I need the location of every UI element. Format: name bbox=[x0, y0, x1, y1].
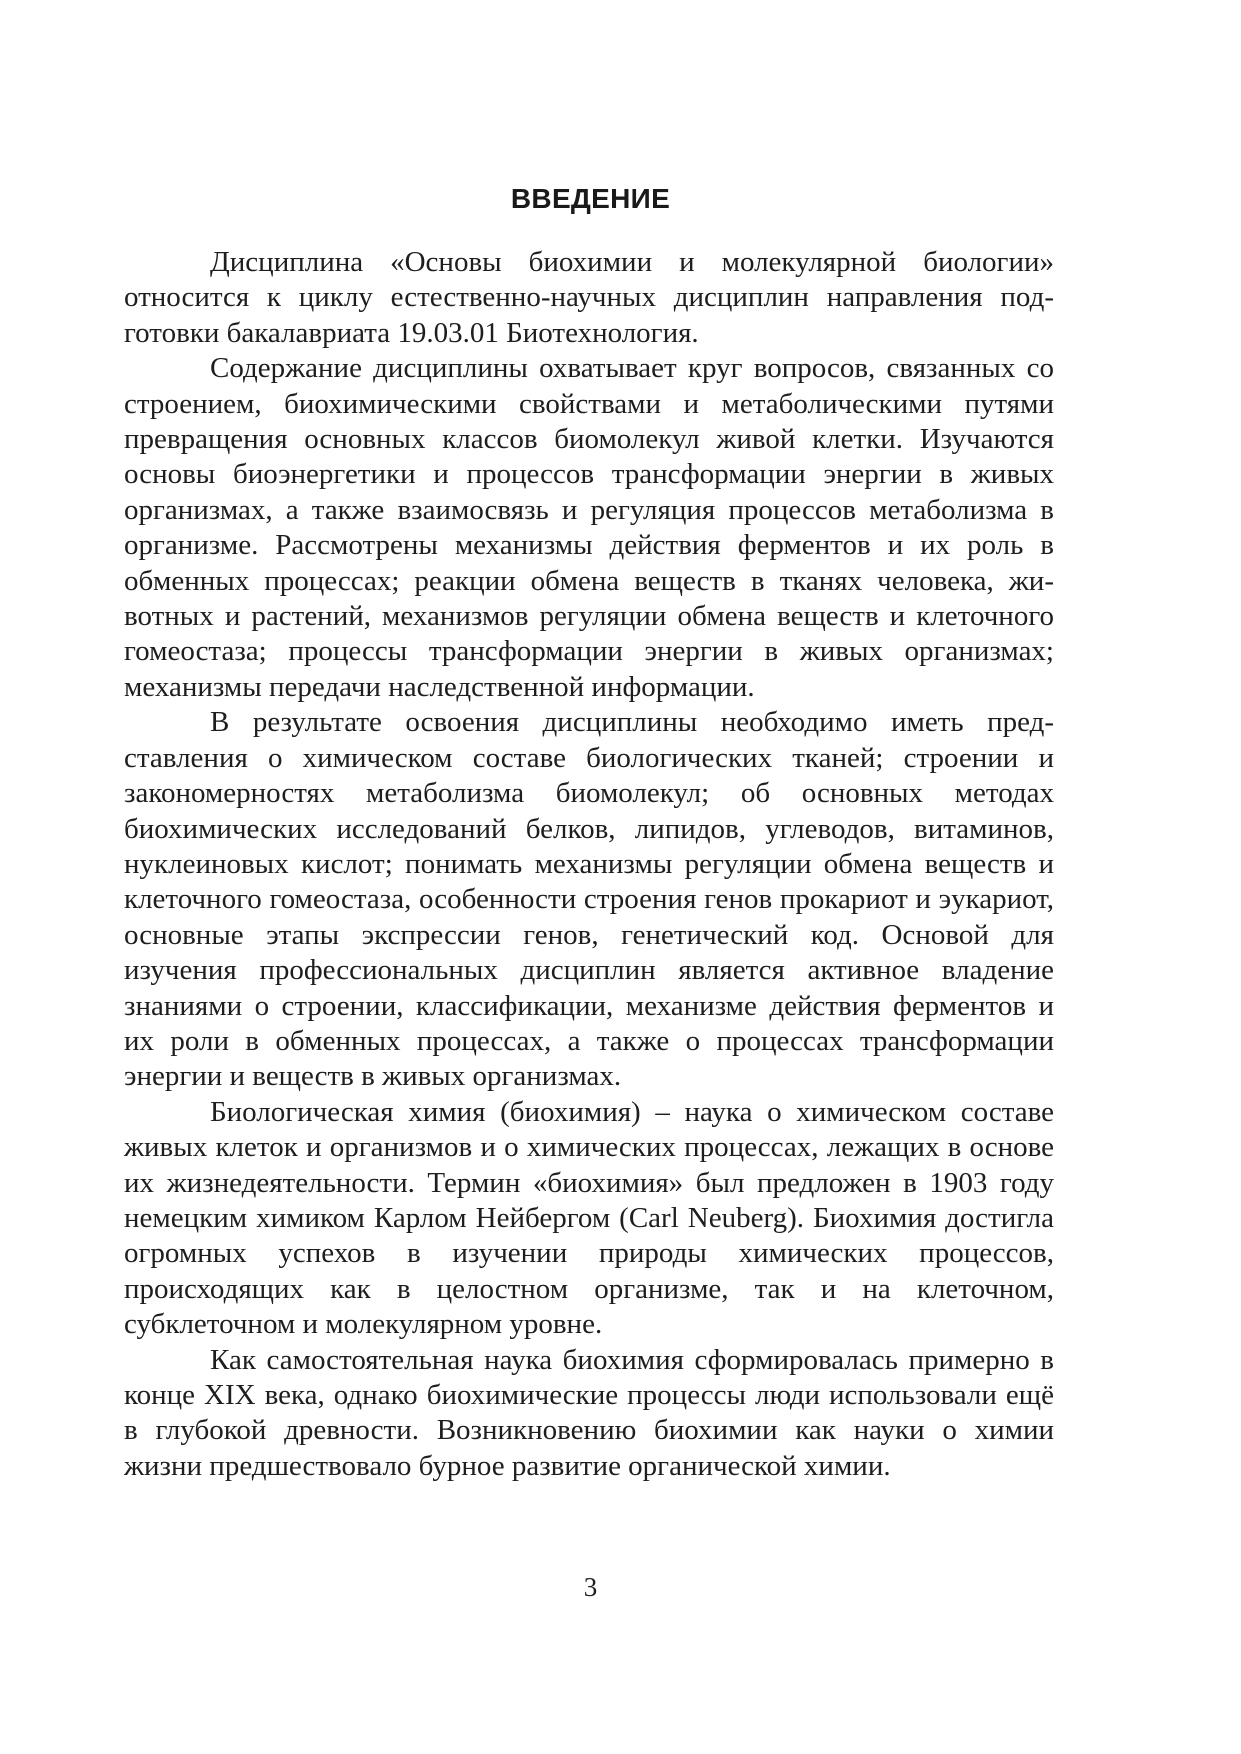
paragraph-content: Содержание дисциплины охватывает круг вопросов, связанных со строением, биохимическими свойствами и метаболическими путями превращения основных классов биомолекул живой клетки. Изучаются основы биоэнергетики и процессов трансформации энергии в живых организмах, а также взаимосвязь и регуляция процессов метаболизма в организме. Рассмотрены механизмы действия ферментов и их роль в обменных процессах; реакции обмена веществ в тканях человека, животных и растений, механизмов регуляции обмена веществ и клеточного гомеостаза; процессы трансформации энергии в живых организмах; механизмы передачи наследственной информации. bbox=[124, 352, 1054, 703]
paragraph-learning-outcomes: В результате освоения дисциплины необходимо иметь представления о химическом составе биологических тканей; строении и закономерностях метаболизма биомолекул; об основных методах биохимических исследований белков, липидов, углеводов, витаминов, нуклеиновых кислот; понимать механизмы регуляции обмена веществ и клеточного гомеостаза, особенности строения генов прокариот и эукариот, основные этапы экспрессии генов, генетический код. Основой для изучения профессиональных дисциплин является активное владение знаниями о строении, классификации, механизме действия ферментов и их роли в обменных процессах, а также о процессах трансформации энергии и веществ в живых организмах. bbox=[124, 706, 1054, 1093]
page-number: 3 bbox=[583, 1572, 598, 1602]
paragraph-biochemistry-definition: Биологическая химия (биохимия) – наука о химическом составе живых клеток и организмов и о химических процессах, лежащих в основе их жизнедеятельности. Термин «биохимия» был предложен в 1903 году немецким химиком Карлом Нейбергом (Carl Neuberg). Биохимия достигла огромных успехов в изучении природы химических процессов, происходящих как в целостном организме, так и на клеточном, субклеточном и молекулярном уровне. bbox=[124, 1095, 1054, 1341]
paragraph-discipline-scope: Дисциплина «Основы биохимии и молекулярной биологии» относится к циклу естественно-научных дисциплин направления подготовки бакалавриата 19.03.01 Биотехнология. bbox=[124, 246, 1054, 349]
paragraph-history: Как самостоятельная наука биохимия сформировалась примерно в конце XIX века, однако биохимические процессы люди использовали ещё в глубокой древности. Возникновению биохимии как науки о химии жизни предшествовало бурное развитие органической химии. bbox=[124, 1343, 1054, 1482]
body-text bbox=[124, 245, 1054, 1484]
section-heading: ВВЕДЕНИЕ bbox=[510, 182, 671, 214]
